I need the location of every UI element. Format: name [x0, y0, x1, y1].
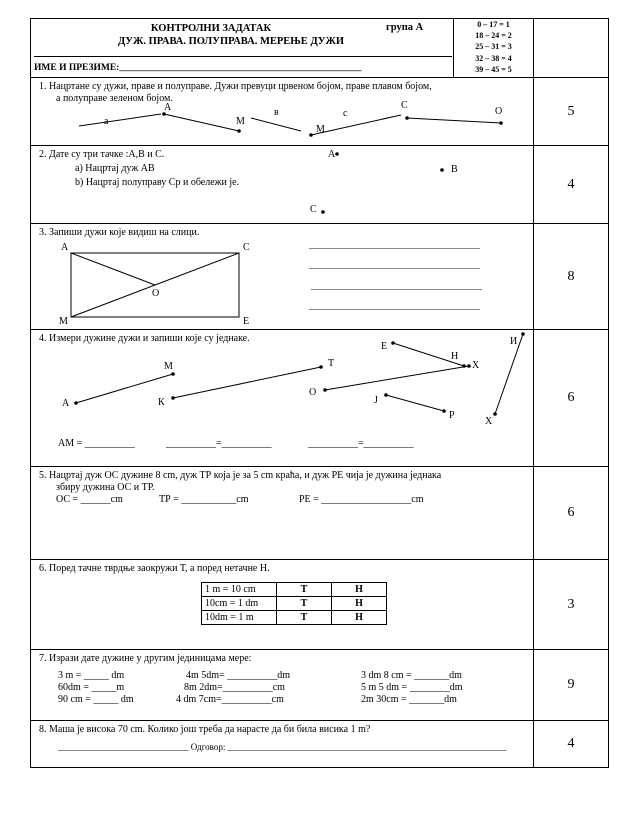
- question-2: [31, 146, 534, 224]
- q7-conversion[interactable]: 5 m 5 dm = ________dm: [361, 682, 463, 693]
- q6-true-option[interactable]: Т: [277, 597, 332, 611]
- q7-conversion[interactable]: 3 dm 8 cm = _______dm: [361, 670, 462, 681]
- q7-column-3: [361, 670, 462, 706]
- q5-text-2: збиру дужина ОС и ТР.: [56, 482, 155, 493]
- q1-label-C: С: [401, 100, 408, 111]
- q2-points-figure: [31, 146, 531, 224]
- header-empty: [534, 19, 609, 78]
- q4-label-N: Н: [451, 351, 459, 362]
- q4-label-T: Т: [328, 358, 335, 369]
- q7-conversion[interactable]: 4m 5dm= __________dm: [186, 670, 290, 681]
- q8-text: 8. Маша је висока 70 cm. Колико још треба да нарасте да би била висика 1 m?: [39, 724, 371, 735]
- q6-text: 6. Поред тачне тврдње заокружи Т, а поред нетачне Н.: [39, 563, 270, 574]
- q1-label-v: в: [274, 107, 279, 118]
- grade-2: 18 – 24 = 2: [475, 31, 512, 41]
- q2-label-C: С: [310, 204, 317, 215]
- q3-text: 3. Запиши дужи које видиш на слици.: [39, 227, 200, 238]
- grade-3: 25 – 31 = 3: [475, 42, 512, 52]
- q2-item-a: а) Нацртај дуж АВ: [75, 163, 155, 174]
- question-6: [31, 560, 534, 650]
- q4-answer-pair-2[interactable]: __________=__________: [308, 438, 414, 449]
- q6-false-option[interactable]: Н: [332, 611, 387, 625]
- q3-label-C: С: [243, 242, 250, 253]
- name-field[interactable]: ИМЕ И ПРЕЗИМЕ:___________________________________________________: [34, 63, 362, 73]
- q1-text-2: а полуправе зеленом бојом.: [56, 93, 173, 104]
- q5-pe-field[interactable]: РЕ = __________________cm: [299, 494, 424, 505]
- q7-conversion[interactable]: 90 cm = _____ dm: [58, 694, 134, 705]
- grade-scale: [454, 19, 534, 78]
- q7-conversion[interactable]: 8m 2dm=__________cm: [184, 682, 285, 693]
- q1-points: 5: [534, 78, 609, 146]
- q3-answer-line[interactable]: ______________________________________: [311, 281, 482, 291]
- q7-text: 7. Изрази дате дужине у другим јединицама мере:: [39, 653, 252, 664]
- q8-answer-field[interactable]: _____________________________ Одговор: ______________________________________________________________: [58, 742, 507, 752]
- table-row: [202, 611, 387, 625]
- q4-label-I: И: [510, 336, 518, 347]
- q3-answer-line[interactable]: ______________________________________: [309, 240, 480, 250]
- q6-true-option[interactable]: Т: [277, 611, 332, 625]
- grade-4: 32 – 38 = 4: [475, 53, 512, 63]
- q6-true-false-table: [201, 582, 387, 625]
- q6-true-option[interactable]: Т: [277, 583, 332, 597]
- q5-tp-field[interactable]: ТР = ___________cm: [159, 494, 249, 505]
- q7-points: 9: [534, 650, 609, 721]
- q3-label-A: А: [61, 242, 69, 253]
- q6-statement: 10dm = 1 m: [202, 611, 277, 625]
- q1-label-A: А: [164, 102, 172, 113]
- q6-false-option[interactable]: Н: [332, 583, 387, 597]
- q3-label-M: М: [59, 316, 68, 327]
- q4-answer-AM[interactable]: АМ = __________: [58, 438, 135, 449]
- q2-label-A: А: [328, 149, 336, 160]
- q5-points: 6: [534, 467, 609, 560]
- q1-label-M: М: [236, 116, 245, 127]
- q4-label-A: А: [62, 398, 70, 409]
- q4-label-P: Р: [449, 410, 455, 421]
- test-sheet: [30, 18, 608, 768]
- q1-figure: [31, 78, 531, 146]
- grade-1: 0 – 17 = 1: [477, 20, 510, 29]
- q7-column-1: [58, 670, 134, 706]
- q4-answer-pair-1[interactable]: __________=__________: [166, 438, 272, 449]
- group-label: група А: [386, 22, 424, 33]
- question-8: [31, 721, 534, 768]
- q3-label-E: Е: [243, 316, 250, 327]
- q7-conversion[interactable]: 60dm = _____m: [58, 682, 125, 693]
- q3-label-O: О: [152, 288, 160, 299]
- q2-text: 2. Дате су три тачке :А,В и С.: [39, 149, 165, 160]
- question-3: [31, 224, 534, 330]
- header-cell: [31, 19, 454, 78]
- question-5: [31, 467, 534, 560]
- title-line-1: КОНТРОЛНИ ЗАДАТАК: [150, 23, 272, 34]
- q4-label-K: К: [158, 397, 165, 408]
- q1-label-M2: М: [316, 124, 325, 135]
- q4-label-O: О: [309, 387, 317, 398]
- q3-answer-line[interactable]: ______________________________________: [309, 260, 480, 270]
- q4-label-X: Х: [472, 360, 480, 371]
- q4-label-E: Е: [381, 341, 388, 352]
- q7-conversion[interactable]: 3 m = _____ dm: [58, 670, 125, 681]
- q2-item-b: b) Нацртај полуправу Ср и обележи је.: [75, 177, 240, 188]
- q4-label-M: М: [164, 361, 173, 372]
- grade-5: 39 – 45 = 5: [475, 64, 512, 74]
- q4-text: 4. Измери дужине дужи и запиши које су једнаке.: [39, 333, 250, 344]
- q2-points: 4: [534, 146, 609, 224]
- q2-label-B: В: [451, 164, 458, 175]
- table-row: [202, 597, 387, 611]
- q7-conversion[interactable]: 2m 30cm = _______dm: [361, 694, 457, 705]
- q4-points: 6: [534, 330, 609, 467]
- q7-column-2: [176, 670, 290, 706]
- header-divider: [34, 56, 452, 57]
- q6-statement: 1 m = 10 cm: [202, 583, 277, 597]
- table-row: [202, 583, 387, 597]
- q1-text-1: 1. Нацртане су дужи, праве и полуправе. Дужи превуци црвеном бојом, праве плавом бојом,: [39, 81, 432, 92]
- question-7: [31, 650, 534, 721]
- q6-false-option[interactable]: Н: [332, 597, 387, 611]
- q8-points: 4: [534, 721, 609, 768]
- title-line-2: ДУЖ. ПРАВА. ПОЛУПРАВА. МЕРЕЊЕ ДУЖИ: [117, 36, 345, 47]
- q1-label-O: О: [495, 106, 503, 117]
- q3-points: 8: [534, 224, 609, 330]
- q1-label-s: с: [343, 108, 348, 119]
- q6-points: 3: [534, 560, 609, 650]
- question-4: [31, 330, 534, 467]
- q4-label-J: Ј: [374, 395, 378, 406]
- q4-label-X2: Х: [485, 416, 493, 427]
- q5-oc-field[interactable]: ОС = ______cm: [56, 494, 123, 505]
- q6-statement: 10cm = 1 dm: [202, 597, 277, 611]
- test-table: [30, 18, 609, 768]
- q7-conversion[interactable]: 4 dm 7cm=__________cm: [176, 694, 284, 705]
- q3-answer-line[interactable]: ______________________________________: [309, 301, 480, 311]
- q5-text-1: 5. Нацртај дуж ОС дужине 8 cm, дуж ТР која је за 5 cm краћа, и дуж РЕ чија је дужина једнака: [39, 470, 442, 481]
- question-1: [31, 78, 534, 146]
- q1-label-a: а: [104, 116, 109, 127]
